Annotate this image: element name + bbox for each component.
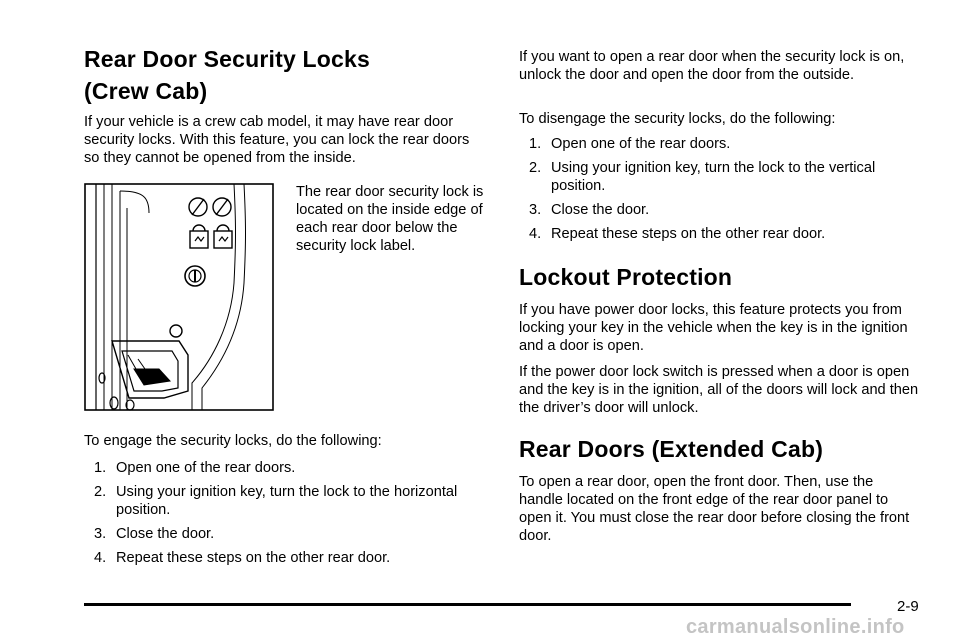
engage-intro: To engage the security locks, do the following: — [84, 433, 382, 449]
step-number: 2. — [529, 160, 542, 176]
step-text: Repeat these steps on the other rear door. — [116, 550, 391, 566]
step-number: 4. — [529, 226, 542, 242]
step-text: Close the door. — [551, 202, 650, 218]
step-text: Repeat these steps on the other rear door. — [551, 226, 826, 242]
step-number: 4. — [94, 550, 107, 566]
list-item — [519, 135, 904, 153]
step-number: 1. — [94, 460, 107, 476]
section-title-lockout-protection: Lockout Protection — [519, 264, 733, 290]
intro-paragraph: If your vehicle is a crew cab model, it may have rear door security locks. With this feature, you can lock the rear doors so they cannot be opened from the inside. — [84, 114, 470, 166]
extended-cab-paragraph: To open a rear door, open the front door. Then, use the handle located on the front edge of the rear door panel to open it. You must close the rear door before closing the front door. — [519, 474, 910, 544]
lockout-paragraph-2: If the power door lock switch is pressed when a door is open and the key is in the ignition, all of the doors will lock and then the driver’s door will unlock. — [519, 364, 919, 416]
list-item — [84, 549, 464, 567]
list-item — [519, 201, 904, 219]
open-rear-door-paragraph: If you want to open a rear door when the security lock is on, unlock the door and open the door from the outside. — [519, 49, 905, 83]
lockout-paragraph-1: If you have power door locks, this feature protects you from locking your key in the vehicle when the key is in the ignition and a door is open. — [519, 302, 908, 354]
engage-steps-list — [84, 459, 464, 567]
door-edge-drawing — [84, 183, 274, 411]
section-title-security-locks — [84, 44, 370, 106]
step-number: 3. — [94, 526, 107, 542]
disengage-intro: To disengage the security locks, do the following: — [519, 111, 836, 127]
title-line-1: Rear Door Security Locks — [84, 46, 371, 72]
title-line-2: (Crew Cab) — [84, 78, 208, 104]
section-title-rear-doors-extended: Rear Doors (Extended Cab) — [519, 436, 824, 462]
figure-caption: The rear door security lock is located on the inside edge of each rear door below the security lock label. — [296, 184, 484, 254]
step-text: Using your ignition key, turn the lock to the horizontal position. — [116, 484, 458, 518]
footer-rule — [84, 603, 851, 606]
list-item — [519, 225, 904, 243]
list-item — [519, 159, 904, 195]
list-item — [84, 525, 464, 543]
list-item — [84, 483, 464, 519]
step-number: 3. — [529, 202, 542, 218]
page-number: 2-9 — [897, 598, 919, 615]
step-text: Open one of the rear doors. — [551, 136, 731, 152]
step-number: 2. — [94, 484, 107, 500]
step-text: Using your ignition key, turn the lock to the vertical position. — [551, 160, 876, 194]
list-item — [84, 459, 464, 477]
door-lock-illustration — [84, 183, 274, 416]
step-text: Close the door. — [116, 526, 215, 542]
step-number: 1. — [529, 136, 542, 152]
disengage-steps-list — [519, 135, 904, 243]
step-text: Open one of the rear doors. — [116, 460, 296, 476]
site-watermark: carmanualsonline.info — [686, 616, 905, 638]
